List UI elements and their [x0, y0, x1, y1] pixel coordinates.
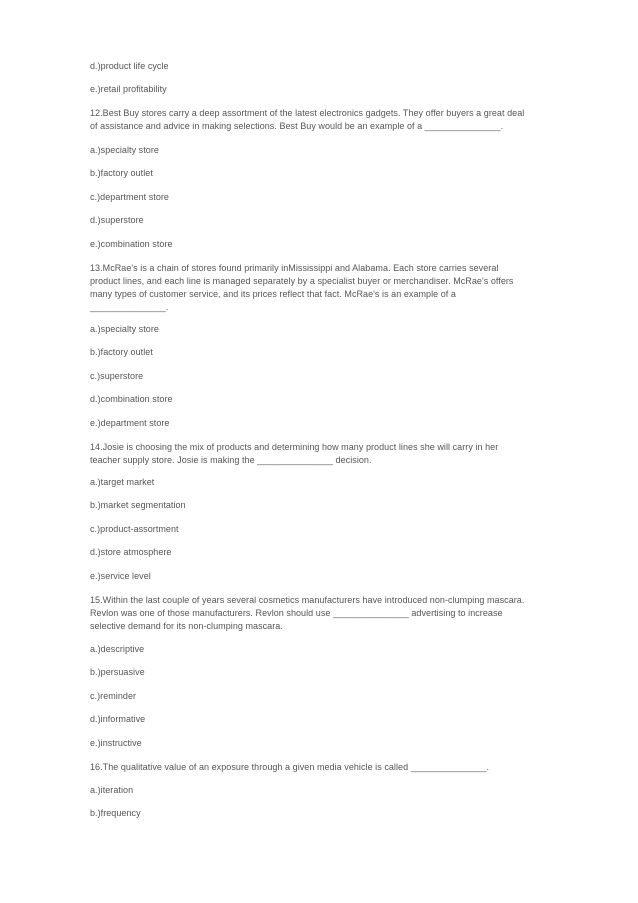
- option-line: d.)combination store: [90, 394, 173, 404]
- question-line: many types of customer service, and its prices reflect that fact. McRae's is an example of a: [90, 289, 456, 299]
- question-line: 15.Within the last couple of years several cosmetics manufacturers have introduced non-clumping mascara.: [90, 595, 525, 605]
- option-line: a.)descriptive: [90, 644, 145, 654]
- option-line: c.)superstore: [90, 371, 144, 381]
- option-line: e.)combination store: [90, 239, 173, 249]
- option-line: e.)department store: [90, 418, 170, 428]
- option-line: a.)target market: [90, 477, 155, 487]
- option-line: a.)specialty store: [90, 145, 159, 155]
- option-line: c.)product-assortment: [90, 524, 179, 534]
- question-line: 16.The qualitative value of an exposure through a given media vehicle is called _______________.: [90, 762, 490, 772]
- option-line: c.)department store: [90, 192, 169, 202]
- question-line: of assistance and advice in making selections. Best Buy would be an example of a _______________.: [90, 121, 504, 131]
- option-line: a.)specialty store: [90, 324, 159, 334]
- question-line: product lines, and each line is managed separately by a specialist buyer or merchandiser. McRae's offers: [90, 276, 514, 286]
- question-line: teacher supply store. Josie is making the _______________ decision.: [90, 455, 372, 465]
- option-line: d.)informative: [90, 714, 146, 724]
- option-line: a.)iteration: [90, 785, 134, 795]
- question-line: 14.Josie is choosing the mix of products and determining how many product lines she will carry in her: [90, 442, 499, 452]
- option-line: e.)retail profitability: [90, 84, 167, 94]
- question-line: _______________.: [90, 302, 169, 312]
- option-line: e.)instructive: [90, 738, 142, 748]
- question-line: 13.McRae's is a chain of stores found primarily inMississippi and Alabama. Each store carries several: [90, 263, 499, 273]
- option-line: c.)reminder: [90, 691, 137, 701]
- option-line: b.)persuasive: [90, 667, 145, 677]
- option-line: d.)store atmosphere: [90, 547, 172, 557]
- question-line: Revlon was one of those manufacturers. Revlon should use _______________ advertising to increase: [90, 608, 503, 618]
- option-line: b.)factory outlet: [90, 347, 153, 357]
- option-line: b.)frequency: [90, 808, 141, 818]
- question-line: selective demand for its non-clumping mascara.: [90, 621, 283, 631]
- option-line: d.)superstore: [90, 215, 144, 225]
- question-line: 12.Best Buy stores carry a deep assortment of the latest electronics gadgets. They offer buyers a great deal: [90, 108, 525, 118]
- option-line: d.)product life cycle: [90, 61, 169, 71]
- option-line: b.)market segmentation: [90, 500, 186, 510]
- option-line: b.)factory outlet: [90, 168, 153, 178]
- option-line: e.)service level: [90, 571, 151, 581]
